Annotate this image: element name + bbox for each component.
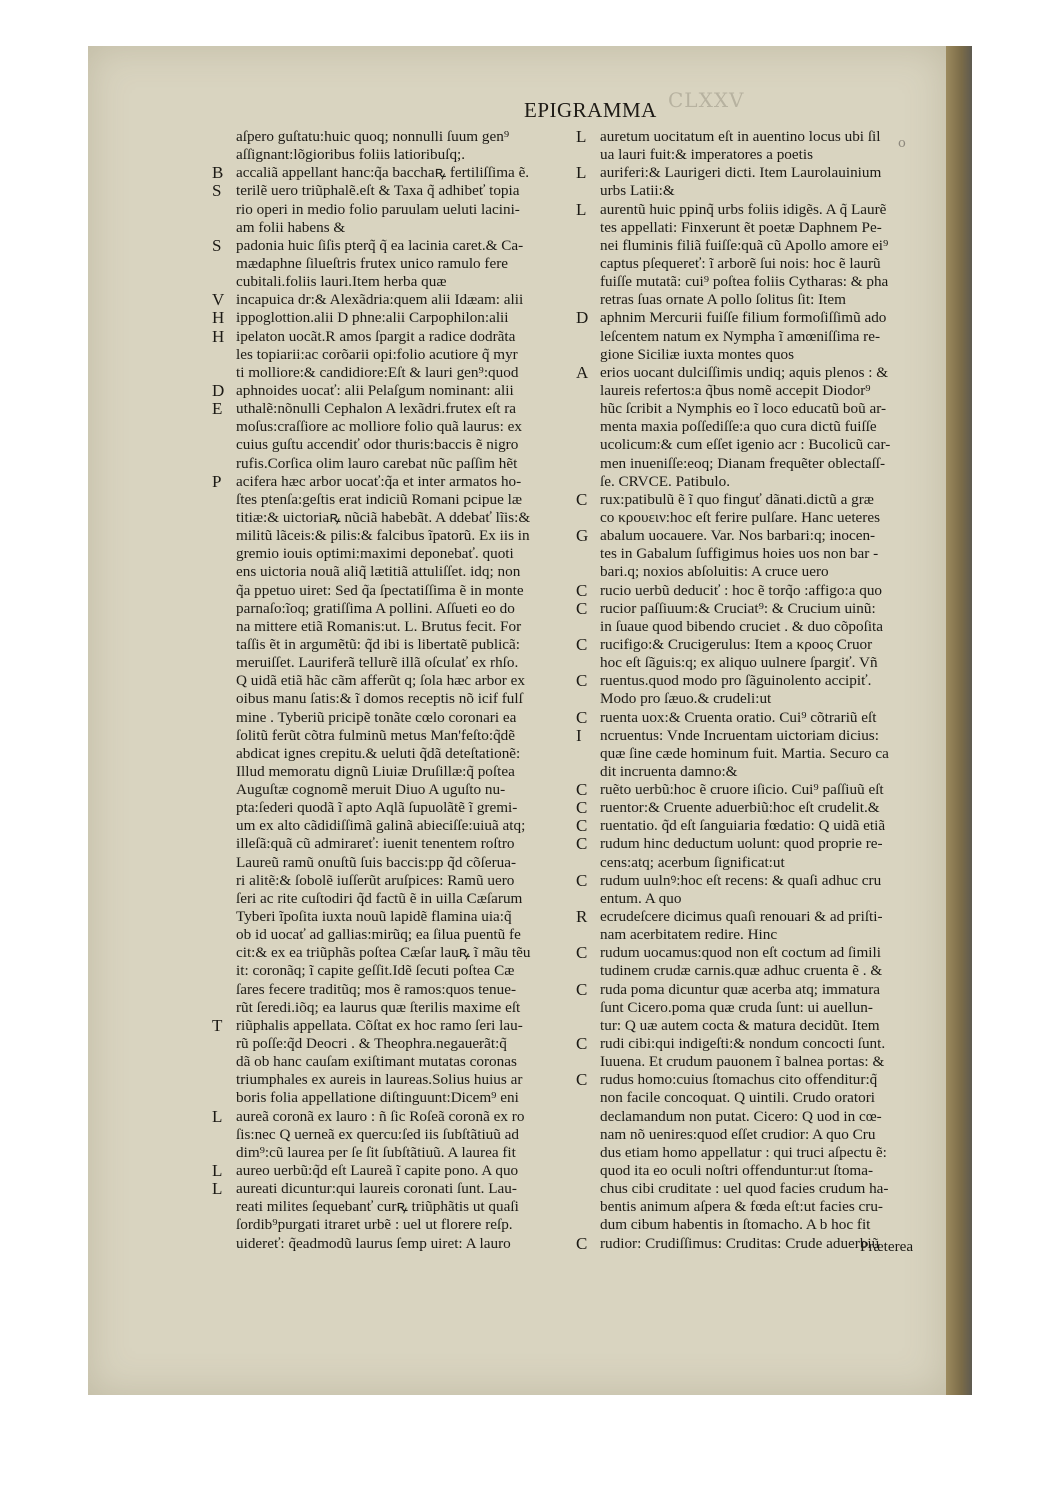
line-text: rudus homo:cuius ſtomachus cito offenditur:q̃	[600, 1071, 878, 1089]
guide-letter: I	[576, 725, 582, 745]
line-text: ucolicum:& cum eſſet igenio acr : Bucolicũ car-	[600, 436, 891, 454]
running-head: EPIGRAMMA	[524, 98, 657, 122]
line-text: Tyberi ĩpoſita iuxta nouũ lapidẽ flamina uia:q̃	[236, 908, 512, 926]
guide-letter: L	[212, 1179, 223, 1199]
line-text: nei fluminis filiã fuiſſe:quã cũ Apollo amore ei⁹	[600, 236, 889, 254]
guide-letter: C	[576, 870, 588, 890]
line-text: ri alitẽ:& ſobolẽ iuſſerũt aruſpices: Ramũ uero	[236, 871, 515, 889]
line-text: ua lauri fuit:& imperatores a poetis	[600, 146, 813, 164]
line-text: Auguſtæ cognomẽ meruit Diuo A uguſto nu-	[236, 781, 506, 799]
line-text: ruẽto uerbũ:hoc ẽ cruore iſicio. Cui⁹ paſſiuũ eſt	[600, 781, 884, 799]
line-text: ſolitũ ferũt cõtra fulminũ metus Man'feſto:q̃dẽ	[236, 726, 515, 744]
line-text: Laureũ ramũ onuſtũ ſuis baccis:pp q̃d cõſerua-	[236, 853, 517, 871]
line-text: Modo pro ſæuo.& crudeli:ut	[600, 690, 772, 708]
line-text: q̃a ppetuo uiret: Sed q̃a ſpectatiſſima ẽ in monte	[236, 581, 524, 599]
line-text: rudum uocamus:quod non eſt coctum ad ſimili	[600, 944, 881, 962]
line-text: tes in Gabalum ſuffigimus hoies uos non bar -	[600, 545, 879, 563]
line-text: aureati dicuntur:qui laureis coronati ſunt. Lau-	[236, 1180, 517, 1198]
guide-letter: C	[576, 780, 588, 800]
line-text: rufis.Corſica olim lauro carebat nũc paſſim hẽt	[236, 454, 518, 472]
guide-letter: C	[576, 489, 588, 509]
line-text: ſe. CRVCE. Patibulo.	[600, 472, 730, 490]
guide-letter: S	[212, 181, 222, 201]
guide-letter: E	[212, 399, 223, 419]
line-text: bari.q; noxios abſoluitis: A cruce uero	[600, 563, 829, 581]
guide-letter: L	[576, 163, 587, 183]
line-text: auriferi:& Laurigeri dicti. Item Laurolauinium	[600, 164, 882, 182]
line-text: bentis animum aſpera & fœda eſt:ut facies cru-	[600, 1198, 883, 1216]
line-text: am folii habens &	[236, 218, 346, 236]
guide-letter: C	[576, 707, 588, 727]
line-text: dus etiam homo appellatur : qui truci aſpectu ẽ:	[600, 1143, 887, 1161]
line-text: abalum uocauere. Var. Nos barbari:q; inocen-	[600, 527, 876, 545]
line-text: ſeri ac rite cuſtodiri q̃d factũ ẽ in uilla Cæſarum	[236, 889, 523, 907]
guide-letter: L	[576, 127, 587, 146]
line-text: chus cibi cruditate : uel quod facies crudum ha-	[600, 1180, 889, 1198]
line-text: non facile concoquat. Q uintili. Crudo oratori	[600, 1089, 875, 1107]
guide-letter: L	[212, 1161, 223, 1181]
guide-letter: S	[212, 235, 222, 255]
line-text: uidereť: q̃eadmodũ laurus ſemp uiret: A lauro	[236, 1234, 511, 1252]
guide-letter: D	[576, 308, 589, 328]
guide-letter: C	[576, 1034, 588, 1054]
line-text: um ex alto cãdidiſſimã galinã abieciſſe:uiuã atq;	[236, 817, 526, 835]
line-text: les topiarii:ac corõarii opi:folio acutiore q̃ myr	[236, 345, 518, 363]
line-text: ſunt Cicero.poma quæ cruda ſunt: ui auellun-	[600, 998, 873, 1016]
line-text: Q uidã etiã hãc cãm afferũt q; ſola hæc arbor ex	[236, 672, 525, 690]
line-text: ruentor:& Cruente aduerbiũ:hoc eſt crudelit.&	[600, 799, 880, 817]
line-text: rio operi in medio folio paruulam ueluti lacini-	[236, 200, 520, 218]
line-text: ti molliore:& candidiore:Eſt & lauri gen⁹:quod	[236, 363, 519, 381]
guide-letter: C	[576, 834, 588, 854]
line-text: taſſis ẽt in argumẽtũ: q̃d ibi is libertatẽ publicã:	[236, 635, 521, 653]
line-text: illeſã:quã cũ admirareť: iuenit tenentem roſtro	[236, 835, 515, 853]
line-text: men inueniſſe:eoq; Dianam frequẽter oblectaſſ-	[600, 454, 886, 472]
guide-letter: H	[212, 308, 225, 328]
line-text: nam nõ uenires:quod eſſet crudior: A quo Cru	[600, 1125, 876, 1143]
line-text: ruenta uox:& Cruenta oratio. Cui⁹ cõtrariũ eſt	[600, 708, 877, 726]
line-text: aureo uerbũ:q̃d eſt Laureã ĩ capite pono. A quo	[236, 1162, 519, 1180]
line-text: nam acerbitatem redire. Hinc	[600, 926, 778, 944]
line-text: aurentũ huic ppinq̃ urbs foliis idigẽs. A q̃ Laurẽ	[600, 200, 887, 218]
line-text: Illud memoratu dignũ Liuiæ Druſillæ:q̃ poſtea	[236, 762, 515, 780]
line-text: dit incruenta damno:&	[600, 762, 738, 780]
line-text: aſpero guſtatu:huic quoq; nonnulli ſuum gen⁹	[236, 128, 510, 145]
line-text: cuius guſtu accendiť odor thuris:baccis ẽ nigro	[236, 436, 519, 454]
line-text: ſis:nec Q uerneã ex quercu:ſed iis ſubſtãtiuũ ad	[236, 1125, 519, 1143]
line-text: ruda poma dicuntur quæ acerba atq; immatura	[600, 980, 881, 998]
line-text: aureã coronã ex lauro : ñ ſic Roſeã coronã ex ro	[236, 1107, 525, 1125]
line-text: ipelaton uocãt.R amos ſpargit a radice dodrãta	[236, 327, 516, 345]
line-text: moſus:craſſiore ac molliore folio quã laurus: ex	[236, 418, 522, 436]
line-text: rudum hinc deductum uolunt: quod proprie re-	[600, 835, 883, 853]
line-text: it: coronãq; ĩ capite geſſit.Idẽ ſecuti poſtea Cæ	[236, 962, 515, 980]
line-text: acifera hæc arbor uocať:q̃a et inter armatos ho-	[236, 472, 522, 490]
line-text: ruentatio. q̃d eſt ſanguiaria fœdatio: Q uidã etiã	[600, 817, 886, 835]
guide-letter: P	[212, 471, 222, 491]
line-text: riũphalis appellata. Cõſtat ex hoc ramo ſeri lau-	[236, 1016, 523, 1034]
guide-letter: V	[212, 290, 225, 310]
line-text: quæ ſine cæde hominum fuit. Martia. Securo ca	[600, 744, 889, 762]
guide-letter: C	[576, 598, 588, 618]
line-text: titiæ:& uictoriaꝶ nũciã habebãt. A ddebať lĩis:&	[236, 508, 531, 526]
line-text: aſſignant:lõgioribus foliis latioribuſq;.	[236, 146, 466, 164]
line-text: reati milites ſequebanť curꝶ triũphãtis ut quaſi	[236, 1198, 519, 1216]
guide-letter: C	[576, 1233, 588, 1253]
line-text: declamandum non putat. Cicero: Q uod in cœ-	[600, 1107, 882, 1125]
line-text: mine . Tyberiũ pricipẽ tonãte cœlo coronari ea	[236, 708, 517, 726]
line-text: hoc eſt ſãguis:q; ex aliquo uulnere ſpargiť. Vñ	[600, 654, 878, 672]
line-text: ecrudeſcere dicimus quaſi renouari & ad priſti-	[600, 908, 883, 926]
line-text: quod ita eo oculi noſtri offenduntur:ut ſtoma-	[600, 1162, 874, 1180]
line-text: auretum uocitatum eſt in auentino locus ubi ſil	[600, 128, 881, 145]
line-text: ſares fecere traditũq; mos ẽ ramos:quos tenue-	[236, 980, 517, 998]
guide-letter: D	[212, 380, 225, 400]
line-text: hũc ſcribit a Nymphis eo ĩ loco educatũ boũ ar-	[600, 400, 887, 418]
line-text: urbs Latii:&	[600, 182, 675, 200]
line-text: rux:patibulũ ẽ ĩ quo finguť dãnati.dictũ a græ	[600, 490, 874, 508]
line-text: rudi cibi:qui indigeſti:& nondum concocti ſunt.	[600, 1035, 886, 1053]
guide-letter: C	[576, 816, 588, 836]
line-text: rudum uulnꝰ:hoc eſt recens: & quaſi adhuc cru	[600, 871, 882, 889]
line-text: ſordib⁹purgati itraret urbẽ : uel ut florere reſp.	[236, 1216, 513, 1234]
line-text: militũ lãceis:& pilis:& falcibus ĩpatorũ. Ex iis in	[236, 527, 530, 545]
guide-letter: L	[212, 1106, 223, 1126]
guide-letter: R	[576, 907, 588, 927]
line-text: ruentus.quod modo pro ſãguinolento accipiť.	[600, 672, 872, 690]
line-text: dim⁹:cũ laurea per ſe ſit ſubſtãtiuũ. A laurea fit	[236, 1143, 516, 1161]
guide-letter: G	[576, 526, 589, 546]
page-edge-shadow	[946, 46, 972, 1395]
guide-letter: C	[576, 580, 588, 600]
line-text: laureis refertos:a q̃bus nomẽ accepit Diodor⁹	[600, 381, 871, 399]
line-text: dã ob hanc cauſam exiſtimant mutatas coronas	[236, 1053, 517, 1071]
line-text: triumphales ex aureis in laureas.Solius huius ar	[236, 1071, 523, 1089]
line-text: na mittere etiã Romanis:ut. L. Brutus fecit. For	[236, 617, 522, 635]
line-text: in ſuaue quod bibendo cruciet . & duo cõpoſita	[600, 617, 884, 635]
line-text: mædaphne ſilueſtris frutex unico ramulo fere	[236, 254, 509, 272]
line-text: rũ poſſe:q̃d Deocri . & Theophra.negauerãt:q̃	[236, 1035, 507, 1053]
line-text: abdicat ignes crepitu.& ueluti q̃dã deteſtationẽ:	[236, 744, 521, 762]
line-text: terilẽ uero triũphalẽ.eſt & Taxa q̃ adhibeť topia	[236, 182, 520, 200]
line-text: erios uocant dulciſſimis undiq; aquis plenos : &	[600, 363, 889, 381]
line-text: leſcentem natum ex Nympha ĩ amœniſſima re-	[600, 327, 881, 345]
guide-letter: C	[576, 798, 588, 818]
line-text: ſtes ptenſa:geſtis erat indiciũ Romani pcipue læ	[236, 490, 522, 508]
line-text: rucior paſſiuum:& Cruciat⁹: & Crucium uinũ:	[600, 599, 876, 617]
line-text: captus pſequereť: ĩ arborẽ ſui nois: hoc ẽ laurũ	[600, 254, 881, 272]
line-text: cens:atq; acerbum ſignificat:ut	[600, 853, 785, 871]
line-text: Iuuena. Et crudum pauonem ĩ balnea portas: &	[600, 1053, 885, 1071]
line-text: aphnoides uocať: alii Pelaſgum nominant: alii	[236, 381, 514, 399]
line-text: menta maxia poſſediſſe:a quo cura dictũ fuiſſe	[600, 418, 877, 436]
line-text: tur: Q uæ autem cocta & matura decidũt. Item	[600, 1016, 880, 1034]
line-text: ncruentus: Vnde Incruentam uictoriam dicius:	[600, 726, 879, 744]
line-text: padonia huic ſiſis pterq̃ q̃ ea lacinia caret.& Ca-	[236, 236, 524, 254]
catch-word: Præterea	[860, 1238, 914, 1255]
line-text: ippoglottion.alii D phne:alii Carpophilon:alii	[236, 309, 509, 327]
line-text: tudinem crudæ carnis.quæ adhuc cruenta ẽ . &	[600, 962, 883, 980]
line-text: rucifigo:& Crucigerulus: Item a κροος Cruor	[600, 635, 873, 653]
guide-letter: H	[212, 326, 225, 346]
line-text: cubitali.foliis lauri.Item herba quæ	[236, 273, 447, 291]
line-text: meruiſſet. Lauriferã tellurẽ illã oſculať ex rhſo.	[236, 654, 519, 672]
line-text: entum. A quo	[600, 889, 682, 907]
guide-letter: C	[576, 943, 588, 963]
line-text: ens uictoria nouã aliq̃ lætitiã attuliſſet. idq; non	[236, 563, 521, 581]
line-text: co κρουειν:hoc eſt ferire pulſare. Hanc ueteres	[600, 508, 881, 526]
line-text: boris folia appellatione diſtinguunt:Dicem⁹ eni	[236, 1089, 519, 1107]
guide-letter: L	[576, 199, 587, 219]
line-text: pta:ſederi quodã ĩ apto Aqlã ſupuolãtẽ ĩ gremi-	[236, 799, 518, 817]
line-text: uthalẽ:nõnulli Cephalon A lexãdri.frutex eſt ra	[236, 400, 517, 418]
line-text: cit:& ex ea triũphãs poſtea Cæſar lauꝶ ĩ mãu tẽu	[236, 944, 531, 962]
line-text: retras ſuas ornate A pollo ſolitus ſit: Item	[600, 291, 846, 309]
guide-letter: C	[576, 979, 588, 999]
faint-folio-number: CLXXV	[668, 88, 745, 112]
line-text: rũt ſeredi.iõq; ea laurus quæ ſterilis maxime eſt	[236, 998, 521, 1016]
guide-letter: T	[212, 1015, 223, 1035]
line-text: oibus manu ſatis:& ĩ domos receptis nõ icif fulſ	[236, 690, 523, 708]
line-text: fuiſſe mutatã: cui⁹ poſtea foliis Cytharas: & pha	[600, 273, 889, 291]
guide-letter: B	[212, 163, 224, 183]
line-text: rudior: Crudiſſimus: Cruditas: Crude aduerbiũ	[600, 1234, 880, 1252]
line-text: gione Siciliæ iuxta montes quos	[600, 345, 795, 363]
line-text: dum cibum habentis in ſtomacho. A b hoc fit	[600, 1216, 871, 1234]
guide-letter: A	[576, 362, 589, 382]
guide-letter: C	[576, 671, 588, 691]
line-text: gremio iouis optimi:maximi deponebať. quoti	[236, 545, 514, 563]
line-text: tes appellati: Finxerunt ẽt poetæ Daphnem Pe-	[600, 218, 882, 236]
line-text: accaliã appellant hanc:q̃a bacchaꝶ fertiliſſima ẽ.	[236, 164, 530, 182]
line-text: ob id uocať ad gallias:mirũq; ea ſilua puentũ fe	[236, 926, 521, 944]
line-text: incapuica dr:& Alexãdria:quem alii Idæam: alii	[236, 291, 524, 309]
guide-letter: C	[576, 634, 588, 654]
line-text: rucio uerbũ deduciť : hoc ẽ torq̃o :affigo:a quo	[600, 581, 883, 599]
margin-mark: o	[898, 136, 906, 151]
line-text: parnaſo:ĩoq; gratiſſima A pollini. Aſſueti eo do	[236, 599, 515, 617]
line-text: aphnim Mercurii fuiſſe filium formoſiſſimũ ado	[600, 309, 887, 327]
guide-letter: C	[576, 1070, 588, 1090]
